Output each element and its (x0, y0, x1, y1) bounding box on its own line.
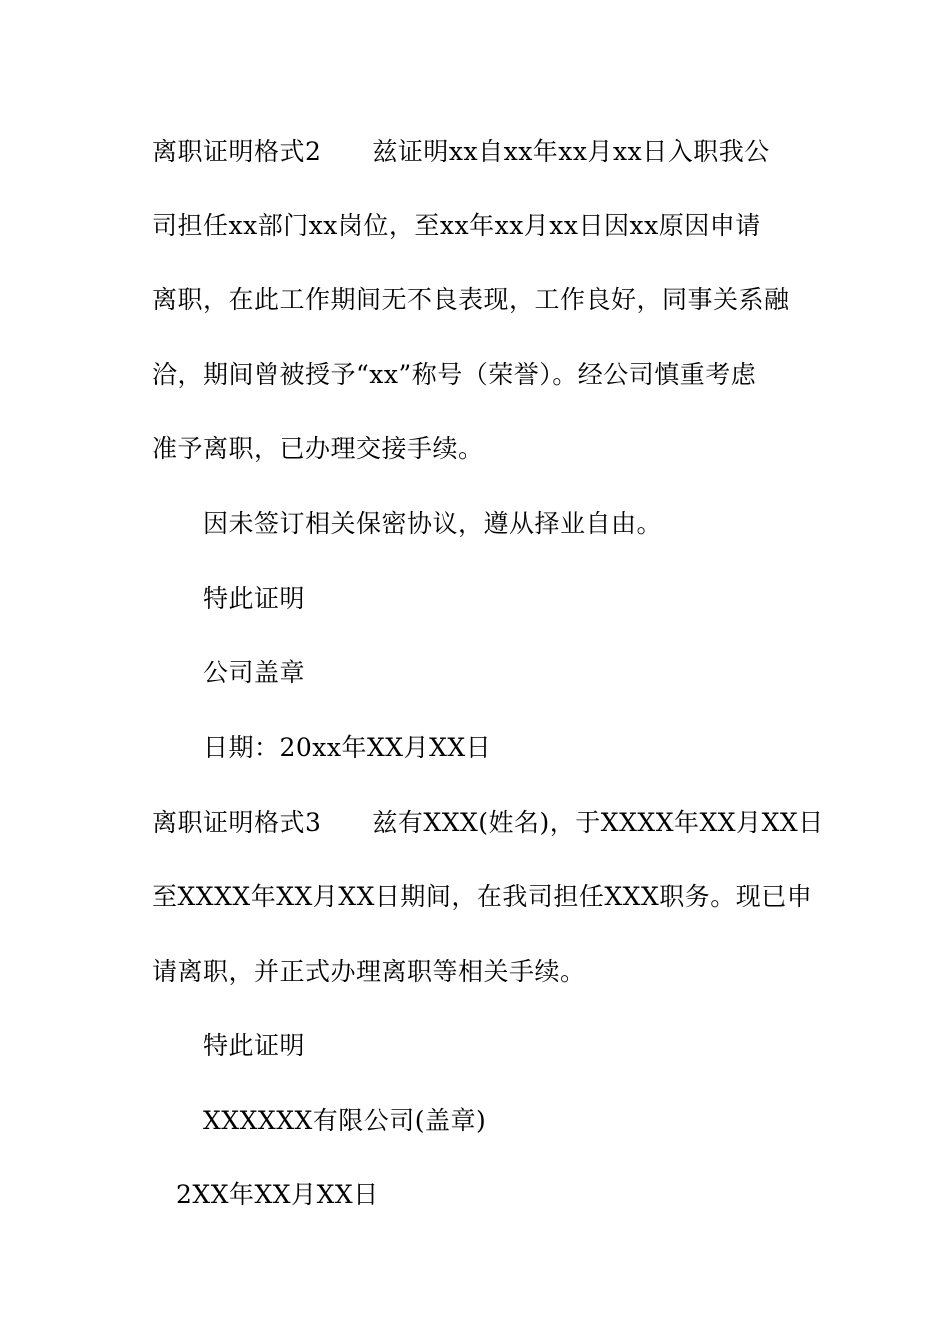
format2-certify: 特此证明 (203, 584, 306, 613)
format2-line-5: 准予离职，已办理交接手续。 (152, 434, 484, 463)
format3-certify: 特此证明 (203, 1031, 306, 1060)
format3-company-seal: XXXXXX有限公司(盖章) (203, 1106, 487, 1135)
format2-line-1: 离职证明格式2 兹证明xx自xx年xx月xx日入职我公 (152, 137, 770, 166)
format3-line-3: 请离职，并正式办理离职等相关手续。 (152, 957, 586, 986)
format2-confidentiality: 因未签订相关保密协议，遵从择业自由。 (203, 509, 663, 538)
format3-date: 2XX年XX月XX日 (176, 1180, 379, 1209)
format3-line-2: 至XXXX年XX月XX日期间，在我司担任XXX职务。现已申 (152, 882, 813, 911)
format2-line-2: 司担任xx部门xx岗位，至xx年xx月xx日因xx原因申请 (152, 211, 761, 240)
format2-date: 日期：20xx年XX月XX日 (203, 733, 492, 762)
format2-line-4: 洽，期间曾被授予“xx”称号（荣誉）。经公司慎重考虑 (152, 360, 757, 389)
format2-seal: 公司盖章 (203, 658, 306, 687)
format2-line-3: 离职，在此工作期间无不良表现，工作良好，同事关系融 (152, 285, 790, 314)
format3-line-1: 离职证明格式3 兹有XXX(姓名)，于XXXX年XX月XX日 (152, 808, 824, 837)
